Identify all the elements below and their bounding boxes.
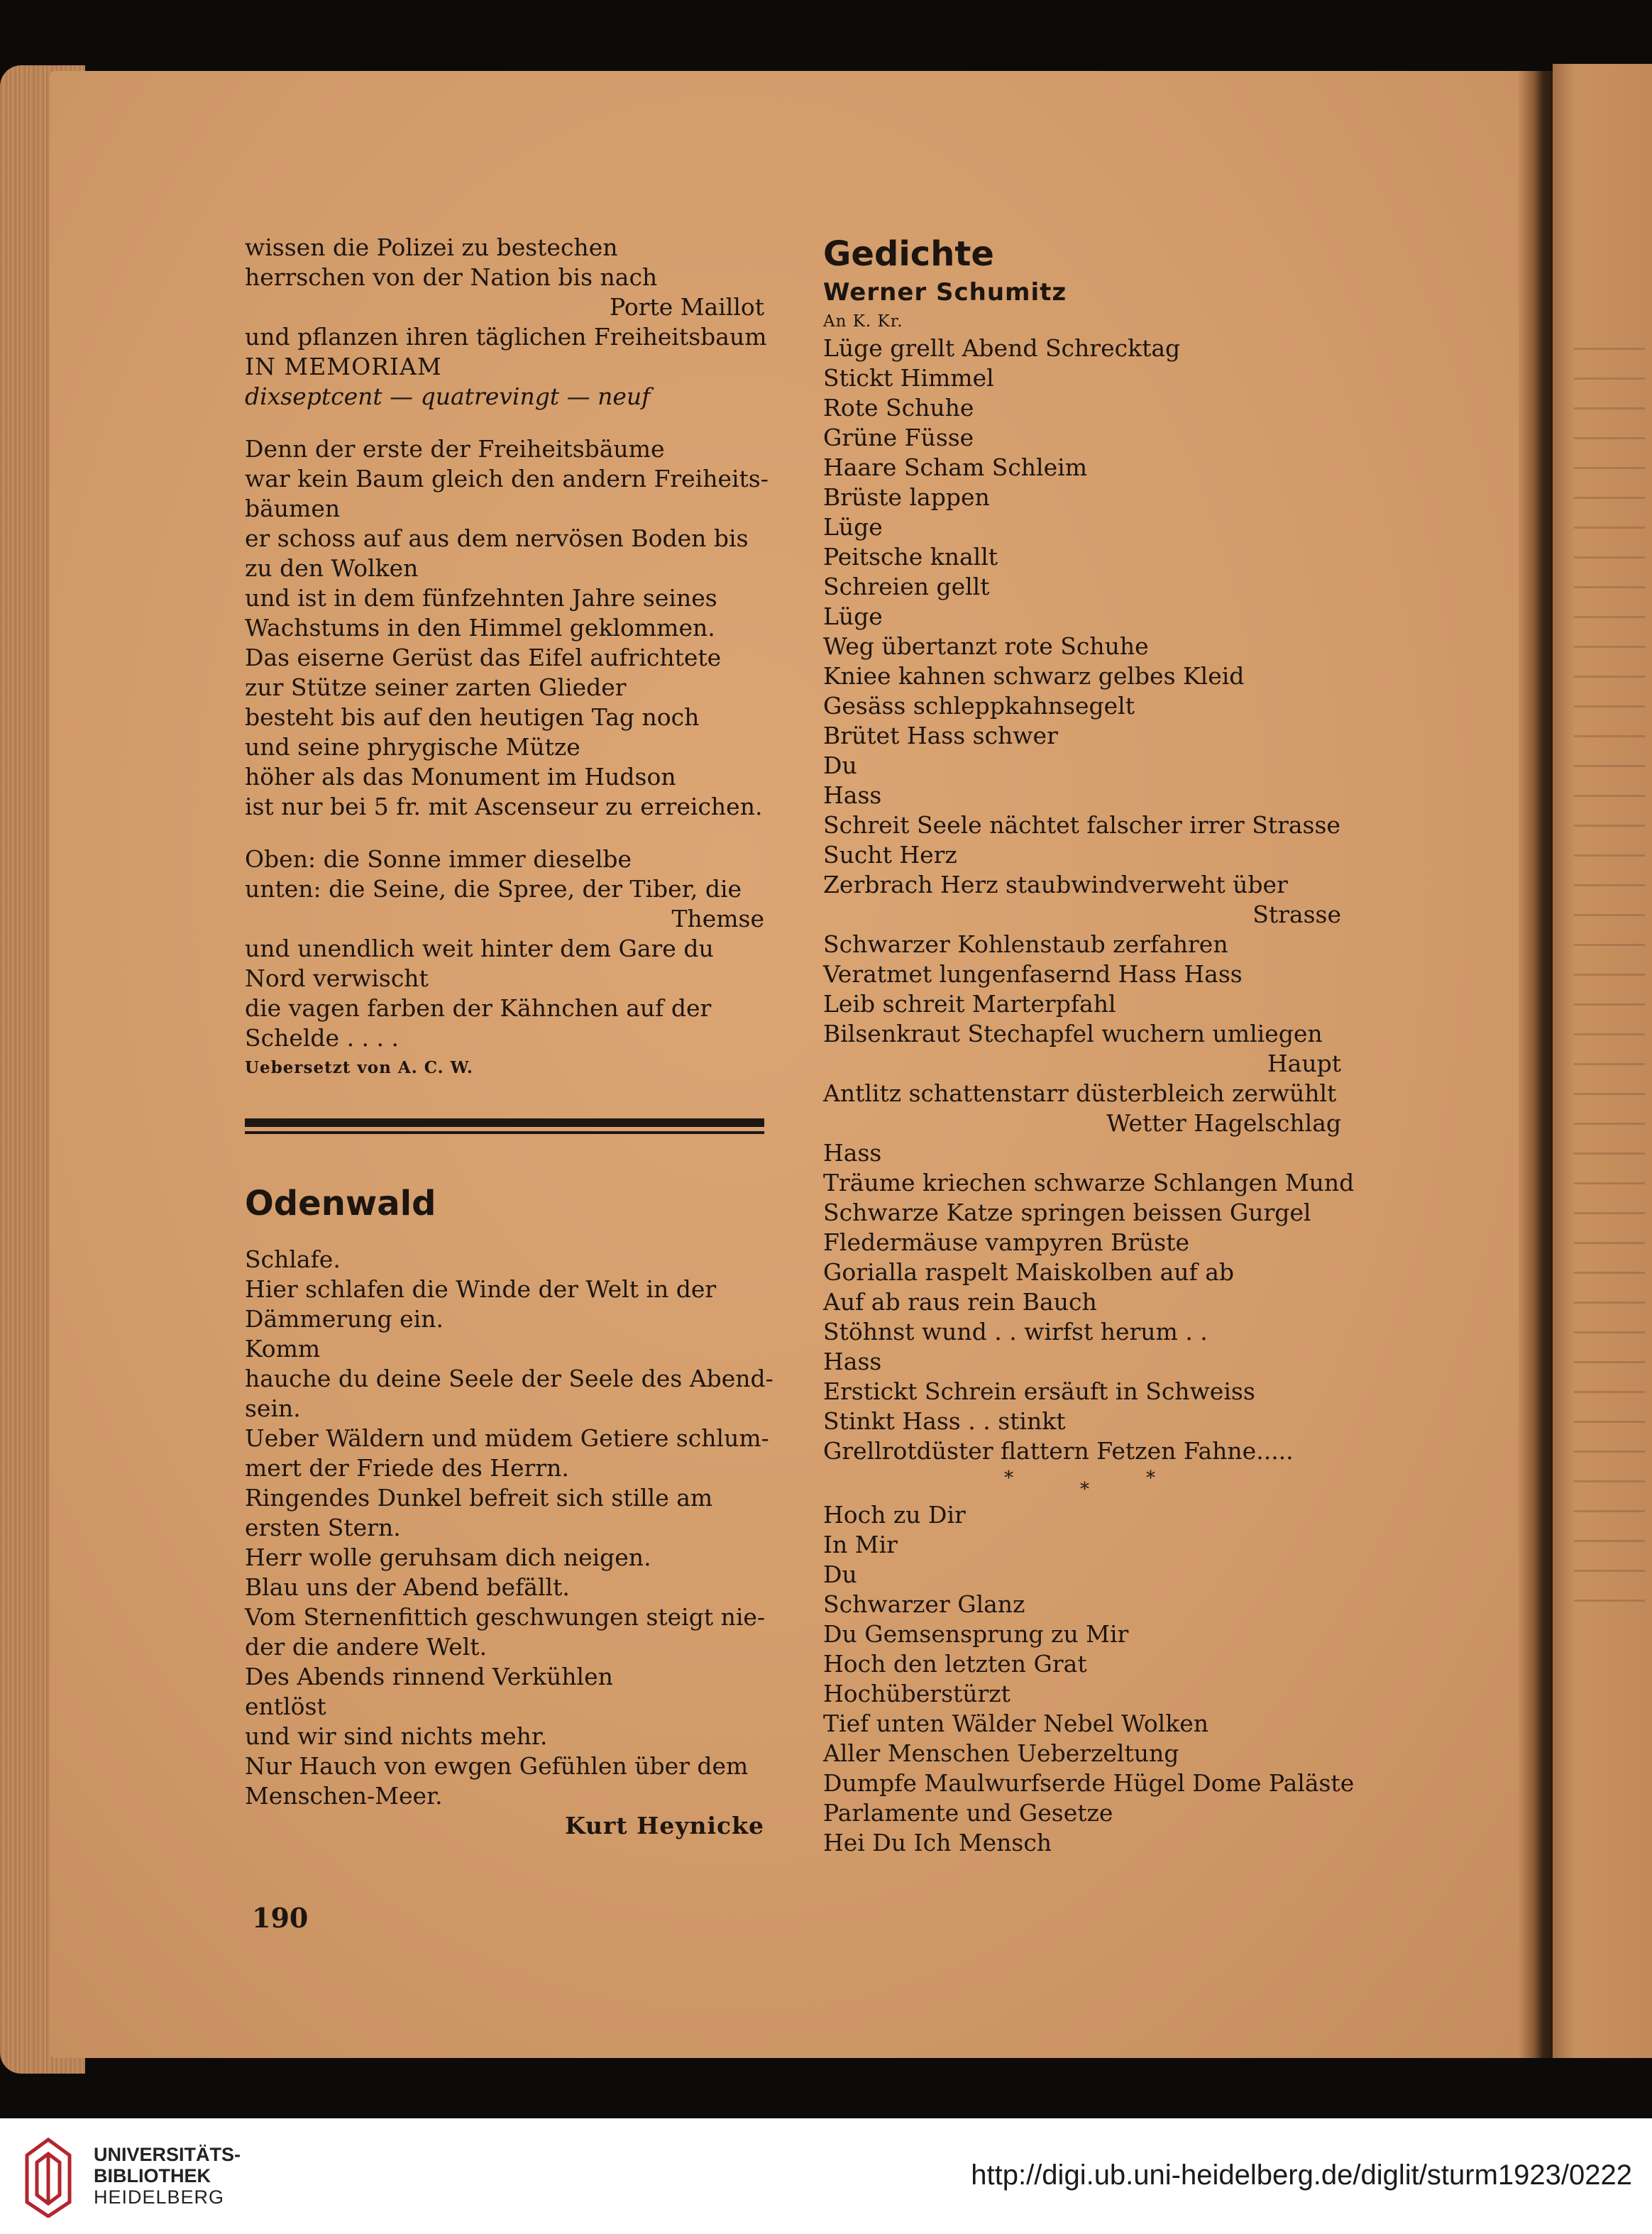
poem-line: Strasse bbox=[1252, 901, 1341, 928]
odenwald-author: Kurt Heynicke bbox=[565, 1812, 764, 1839]
poem-line: Uebersetzt von A. C. W. bbox=[245, 1058, 473, 1077]
page-number: 190 bbox=[252, 1902, 309, 1934]
poem-line: ist nur bei 5 fr. mit Ascenseur zu erreichen. bbox=[245, 793, 763, 820]
poem-line: Grellrotdüster flattern Fetzen Fahne..... bbox=[823, 1437, 1294, 1465]
odenwald-title: Odenwald bbox=[245, 1184, 436, 1223]
poem-line: Stinkt Hass . . stinkt bbox=[823, 1407, 1066, 1435]
star-separator bbox=[823, 1466, 1341, 1500]
gedichte-title: Gedichte bbox=[823, 234, 994, 274]
poem-line: Schwarzer Kohlenstaub zerfahren bbox=[823, 930, 1228, 958]
poem-line: Blau uns der Abend befällt. bbox=[245, 1573, 570, 1601]
poem-line: Denn der erste der Freiheitsbäume bbox=[245, 435, 665, 463]
poem-line: wissen die Polizei zu bestechen bbox=[245, 233, 618, 261]
poem-line: Schlafe. bbox=[245, 1245, 341, 1273]
poem-line: hauche du deine Seele der Seele des Abend- bbox=[245, 1365, 773, 1392]
poem-line: In Mir bbox=[823, 1531, 898, 1558]
poem-line: Grüne Füsse bbox=[823, 424, 974, 451]
poem-continuation bbox=[245, 233, 769, 1083]
poem-line: Auf ab raus rein Bauch bbox=[823, 1288, 1097, 1316]
poem-line: Tief unten Wälder Nebel Wolken bbox=[823, 1710, 1209, 1737]
poem-line: entlöst bbox=[245, 1693, 326, 1720]
poem-line: Ueber Wäldern und müdem Getiere schlum- bbox=[245, 1424, 769, 1452]
poem-line: Stickt Himmel bbox=[823, 364, 994, 392]
poem-line: Vom Sternenfittich geschwungen steigt nie- bbox=[245, 1603, 766, 1631]
left-column bbox=[245, 233, 773, 1841]
poem-line: war kein Baum gleich den andern Freiheits- bbox=[245, 465, 769, 493]
poem-line: Fledermäuse vampyren Brüste bbox=[823, 1228, 1190, 1256]
poem-line: und seine phrygische Mütze bbox=[245, 733, 580, 761]
poem-line: Peitsche knallt bbox=[823, 543, 998, 571]
section-rule bbox=[245, 1118, 764, 1127]
poem-line: zu den Wolken bbox=[245, 554, 419, 582]
poem-line: Wachstums in den Himmel geklommen. bbox=[245, 614, 715, 642]
poem-line: höher als das Monument im Hudson bbox=[245, 763, 676, 791]
poem-line: Rote Schuhe bbox=[823, 394, 974, 422]
poem-line: IN MEMORIAM bbox=[245, 353, 442, 380]
next-page-edge bbox=[1553, 64, 1652, 2058]
poem-line: Schwarze Katze springen beissen Gurgel bbox=[823, 1199, 1311, 1226]
poem-line: Ringendes Dunkel befreit sich stille am bbox=[245, 1484, 713, 1512]
poem-line: Nord verwischt bbox=[245, 964, 429, 992]
poem-line: Du bbox=[823, 1561, 857, 1588]
poem-line: Leib schreit Marterpfahl bbox=[823, 990, 1116, 1018]
gedichte-author: Werner Schumitz bbox=[823, 278, 1067, 307]
poem-line: Weg übertanzt rote Schuhe bbox=[823, 632, 1149, 660]
library-logo-icon[interactable] bbox=[20, 2134, 79, 2218]
poem-line: sein. bbox=[245, 1394, 301, 1422]
poem-line: Schwarzer Glanz bbox=[823, 1590, 1025, 1618]
poem-line: und pflanzen ihren täglichen Freiheitsbaum bbox=[245, 323, 767, 351]
poem-line: er schoss auf aus dem nervösen Boden bis bbox=[245, 524, 749, 552]
poem-line: der die andere Welt. bbox=[245, 1633, 488, 1661]
poem-line: Hier schlafen die Winde der Welt in der bbox=[245, 1275, 717, 1303]
poem-line: Gesäss schleppkahnsegelt bbox=[823, 692, 1135, 720]
poem-line: unten: die Seine, die Spree, der Tiber, die bbox=[245, 875, 742, 903]
poem-line: Aller Menschen Ueberzeltung bbox=[823, 1739, 1179, 1767]
star: * bbox=[1146, 1468, 1155, 1489]
library-line-1: UNIVERSITÄTS- bbox=[94, 2144, 241, 2165]
poem-line: Lüge bbox=[823, 513, 883, 541]
poem-line: Du Gemsensprung zu Mir bbox=[823, 1620, 1129, 1648]
odenwald-poem bbox=[245, 1245, 773, 1811]
poem-line: Hoch zu Dir bbox=[823, 1501, 966, 1529]
gedichte-poem-part2 bbox=[823, 1500, 1355, 1858]
poem-line: zur Stütze seiner zarten Glieder bbox=[245, 673, 627, 701]
poem-line: Gorialla raspelt Maiskolben auf ab bbox=[823, 1258, 1235, 1286]
poem-line: Veratmet lungenfasernd Hass Hass bbox=[823, 960, 1243, 988]
poem-line: Lüge bbox=[823, 602, 883, 630]
poem-line: Wetter Hagelschlag bbox=[1106, 1109, 1341, 1137]
poem-line: Brüste lappen bbox=[823, 483, 990, 511]
poem-line: Sucht Herz bbox=[823, 841, 957, 869]
poem-line: Themse bbox=[671, 905, 764, 932]
gedichte-poem-part1 bbox=[823, 334, 1355, 1466]
poem-line: Dumpfe Maulwurfserde Hügel Dome Paläste bbox=[823, 1769, 1355, 1797]
poem-line: Oben: die Sonne immer dieselbe bbox=[245, 845, 632, 873]
poem-line: Schreit Seele nächtet falscher irrer Strasse bbox=[823, 811, 1340, 839]
poem-line: Parlamente und Gesetze bbox=[823, 1799, 1113, 1827]
poem-line: Du bbox=[823, 752, 857, 779]
poem-line: dixseptcent — quatrevingt — neuf bbox=[245, 383, 651, 410]
poem-line: Bilsenkraut Stechapfel wuchern umliegen bbox=[823, 1020, 1323, 1047]
library-name[interactable] bbox=[94, 2144, 241, 2208]
poem-line: Komm bbox=[245, 1335, 321, 1363]
poem-line: Haupt bbox=[1267, 1050, 1341, 1077]
poem-line: Des Abends rinnend Verkühlen bbox=[245, 1663, 613, 1690]
library-line-3: HEIDELBERG bbox=[94, 2186, 225, 2208]
poem-line: die vagen farben der Kähnchen auf der bbox=[245, 994, 712, 1022]
poem-line: Schreien gellt bbox=[823, 573, 990, 600]
poem-line: Hass bbox=[823, 781, 882, 809]
stanza-gap bbox=[245, 822, 764, 844]
dedication: An K. Kr. bbox=[823, 312, 903, 331]
poem-line: Schelde . . . . bbox=[245, 1024, 399, 1052]
poem-line: Haare Scham Schleim bbox=[823, 453, 1087, 481]
poem-line: Stöhnst wund . . wirfst herum . . bbox=[823, 1318, 1208, 1346]
right-column bbox=[823, 233, 1355, 1858]
poem-line: Menschen-Meer. bbox=[245, 1782, 443, 1810]
poem-line: mert der Friede des Herrn. bbox=[245, 1454, 569, 1482]
poem-line: und ist in dem fünfzehnten Jahre seines bbox=[245, 584, 717, 612]
poem-line: Hass bbox=[823, 1139, 882, 1167]
poem-line: Lüge grellt Abend Schrecktag bbox=[823, 334, 1181, 362]
poem-line: und unendlich weit hinter dem Gare du bbox=[245, 935, 714, 962]
poem-line: Nur Hauch von ewgen Gefühlen über dem bbox=[245, 1752, 749, 1780]
permalink-url[interactable]: http://digi.ub.uni-heidelberg.de/diglit/sturm1923/0222 bbox=[971, 2159, 1632, 2191]
poem-line: besteht bis auf den heutigen Tag noch bbox=[245, 703, 700, 731]
poem-line: Hochüberstürzt bbox=[823, 1680, 1011, 1707]
footer-bar bbox=[0, 2118, 1652, 2234]
poem-line: Dämmerung ein. bbox=[245, 1305, 444, 1333]
poem-line: bäumen bbox=[245, 495, 341, 522]
book-gutter bbox=[1519, 71, 1553, 2058]
poem-line: Erstickt Schrein ersäuft in Schweiss bbox=[823, 1377, 1255, 1405]
star: * bbox=[1080, 1479, 1089, 1500]
poem-line: Zerbrach Herz staubwindverweht über bbox=[823, 871, 1288, 898]
stanza-gap bbox=[245, 412, 764, 434]
poem-line: Antlitz schattenstarr düsterbleich zerwühlt bbox=[823, 1079, 1337, 1107]
poem-line: Herr wolle geruhsam dich neigen. bbox=[245, 1544, 651, 1571]
poem-line: Porte Maillot bbox=[609, 293, 764, 321]
poem-line: Hoch den letzten Grat bbox=[823, 1650, 1087, 1678]
library-line-2: BIBLIOTHEK bbox=[94, 2165, 211, 2186]
poem-line: Hass bbox=[823, 1348, 882, 1375]
poem-line: Kniee kahnen schwarz gelbes Kleid bbox=[823, 662, 1245, 690]
poem-line: Hei Du Ich Mensch bbox=[823, 1829, 1052, 1856]
poem-line: ersten Stern. bbox=[245, 1514, 401, 1541]
poem-line: herrschen von der Nation bis nach bbox=[245, 263, 658, 291]
poem-line: und wir sind nichts mehr. bbox=[245, 1722, 548, 1750]
poem-line: Träume kriechen schwarze Schlangen Mund bbox=[823, 1169, 1355, 1196]
star: * bbox=[1004, 1468, 1013, 1489]
poem-line: Brütet Hass schwer bbox=[823, 722, 1058, 749]
poem-line: Das eiserne Gerüst das Eifel aufrichtete bbox=[245, 644, 722, 671]
